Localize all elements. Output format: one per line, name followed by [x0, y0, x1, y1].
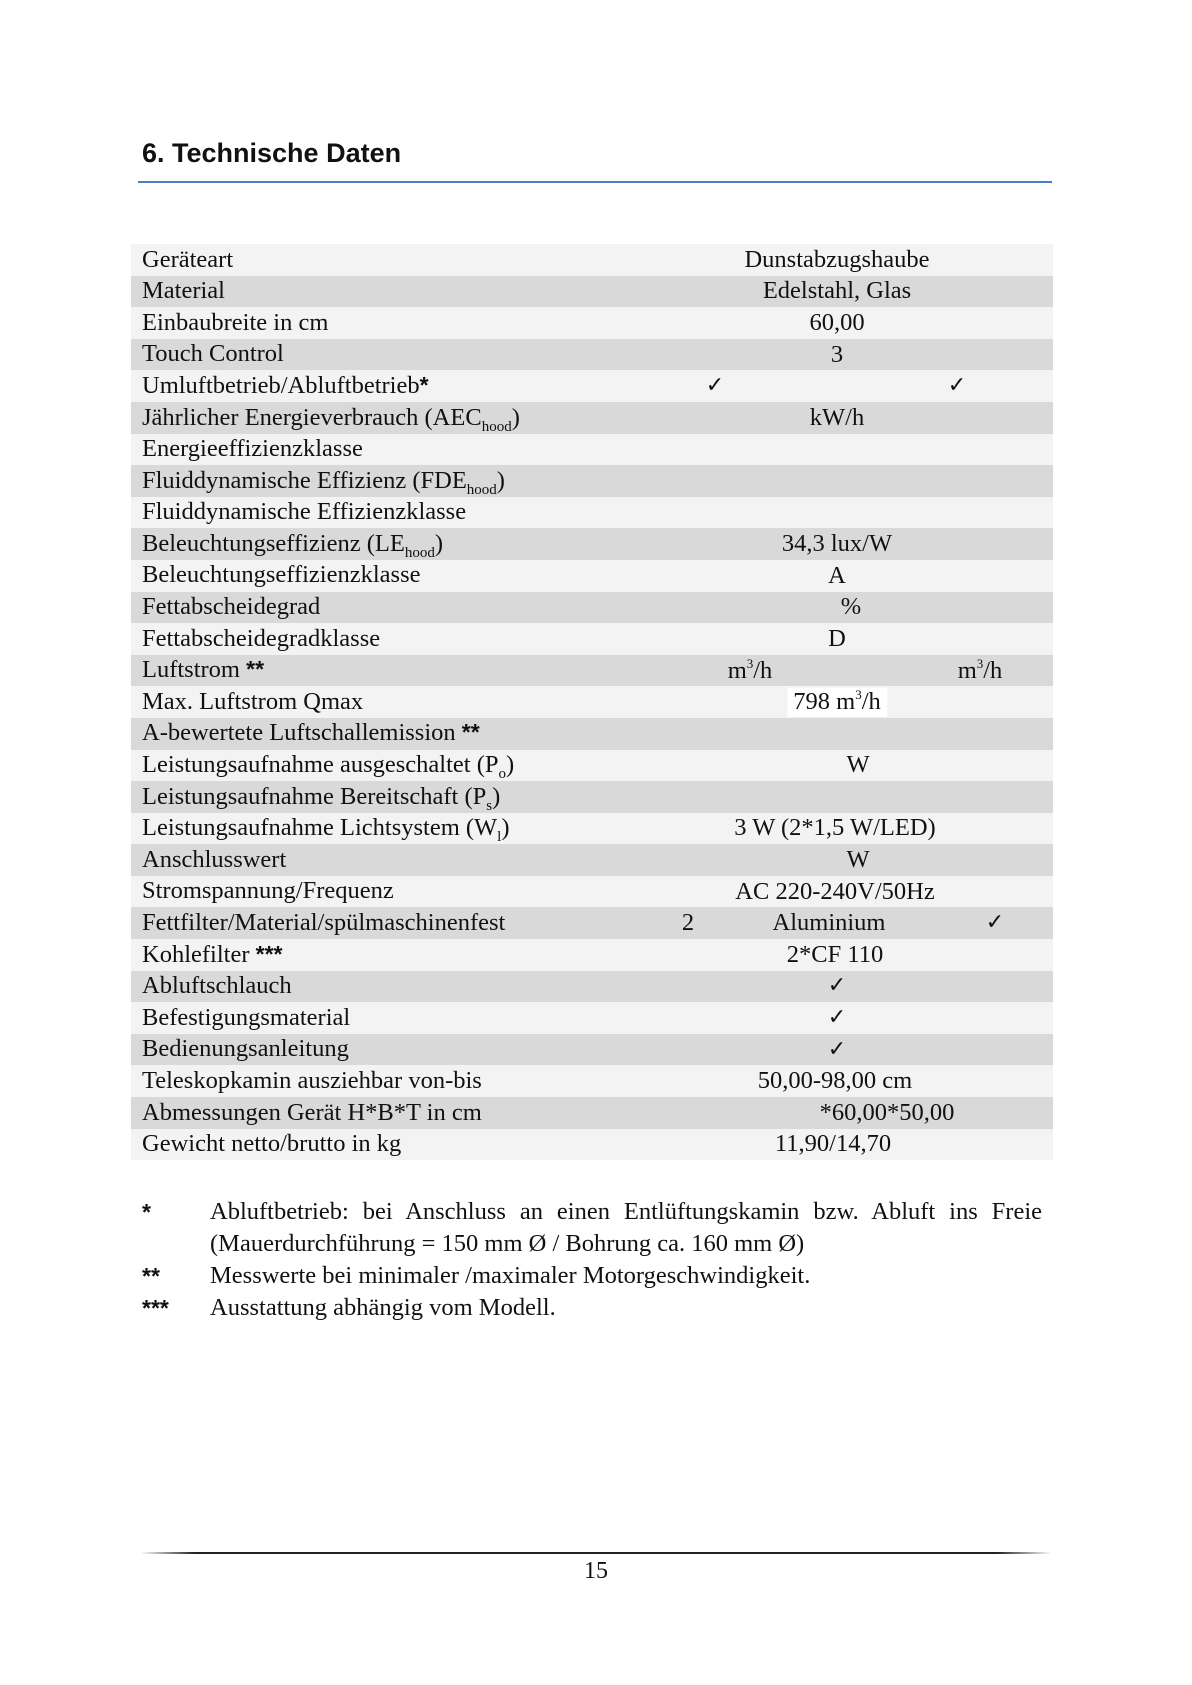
row-label: A-bewertete Luftschallemission **: [131, 718, 691, 750]
checkmark-icon: ✓: [827, 973, 847, 999]
table-row: [131, 1065, 1053, 1097]
table-row: [131, 497, 1053, 529]
page-number: 15: [584, 1558, 608, 1584]
table-row: [131, 813, 1053, 845]
row-label: Stromspannung/Frequenz: [131, 876, 691, 908]
footnote-marker: ***: [255, 940, 283, 967]
row-label: Umluftbetrieb/Abluftbetrieb*: [131, 370, 691, 402]
table-row: [131, 781, 1053, 813]
airflow-max-unit: $m^3/h$: [957, 655, 1003, 684]
table-row: [131, 307, 1053, 339]
footnote-text: Ausstattung abhängig vom Modell.: [210, 1294, 556, 1321]
checkmark-icon: ✓: [827, 1036, 847, 1062]
heading-underline: [138, 181, 1052, 183]
footnote: [142, 1292, 1042, 1324]
checkmark-icon: ✓: [947, 373, 967, 399]
row-label: Leistungsaufnahme ausgeschaltet $(P_o)$: [131, 750, 691, 782]
row-value: AC 220-240V/50Hz: [735, 877, 935, 905]
footnote-text: Messwerte bei minimaler /maximaler Motorgeschwindigkeit.: [210, 1262, 811, 1289]
row-label: Material: [131, 276, 691, 308]
table-row: [131, 1129, 1053, 1161]
footnote-text: Abluftbetrieb: bei Anschluss an einen Entlüftungskamin bzw. Abluft ins Freie (Mauerdurchführung = 150 mm Ø / Bohrung ca. 160 mm Ø): [210, 1198, 1042, 1257]
table-row: [131, 528, 1053, 560]
row-value: 2*CF 110: [786, 940, 884, 968]
footnote: [142, 1260, 1042, 1292]
row-label: Fettfilter/Material/spülmaschinenfest: [131, 907, 691, 939]
table-row: [131, 276, 1053, 308]
row-label: Anschlusswert: [131, 844, 691, 876]
row-value: *60,00*50,00: [819, 1098, 955, 1126]
table-row: [131, 434, 1053, 466]
table-row: [131, 592, 1053, 624]
row-label: Abmessungen Gerät H*B*T in cm: [131, 1097, 691, 1129]
row-label: Gewicht netto/brutto in kg: [131, 1129, 691, 1161]
row-value: 3 W (2*1,5 W/LED): [734, 814, 936, 842]
row-label: Fluiddynamische Effizienz $(FDE_{hood})$: [131, 465, 691, 497]
row-label: Fettabscheidegradklasse: [131, 623, 691, 655]
row-label: Befestigungsmaterial: [131, 1002, 691, 1034]
row-label: Leistungsaufnahme Bereitschaft $(P_s)$: [131, 781, 691, 813]
footnote-marker: ***: [142, 1295, 169, 1321]
table-row: [131, 465, 1053, 497]
table-row: [131, 876, 1053, 908]
row-label: Fettabscheidegrad: [131, 592, 691, 624]
footnote-marker: *: [419, 371, 429, 398]
row-label: Geräteart: [131, 244, 691, 276]
specifications-table: [131, 244, 1053, 1160]
footnotes: [142, 1196, 1042, 1324]
table-row: [131, 1002, 1053, 1034]
row-value: kW/h: [809, 403, 865, 431]
filter-count: 2: [681, 909, 695, 937]
row-value: A: [828, 561, 846, 589]
row-label: Kohlefilter ***: [131, 939, 691, 971]
row-value: 798 $m^3/h$: [787, 688, 887, 717]
row-value: Edelstahl, Glas: [762, 277, 912, 305]
table-row: [131, 1097, 1053, 1129]
table-row: [131, 370, 1053, 402]
footnote: [142, 1196, 1042, 1260]
table-row: [131, 339, 1053, 371]
row-value: 34,3 lux/W: [781, 529, 893, 557]
table-row: [131, 244, 1053, 276]
table-row: [131, 1034, 1053, 1066]
footnote-marker: *: [142, 1199, 151, 1225]
row-label: Teleskopkamin ausziehbar von-bis: [131, 1065, 691, 1097]
checkmark-icon: ✓: [705, 373, 725, 399]
row-value: 50,00-98,00 cm: [757, 1066, 913, 1094]
row-label: Abluftschlauch: [131, 971, 691, 1003]
table-row: [131, 655, 1053, 687]
row-label: Einbaubreite in cm: [131, 307, 691, 339]
row-label: Leistungsaufnahme Lichtsystem $(W_l)$: [131, 813, 691, 845]
table-row: [131, 971, 1053, 1003]
footnote-marker: **: [461, 719, 480, 746]
row-label: Luftstrom **: [131, 655, 691, 687]
table-row: [131, 718, 1053, 750]
filter-material: Aluminium: [772, 909, 886, 937]
row-label: Max. Luftstrom Qmax: [131, 686, 691, 718]
table-row: [131, 686, 1053, 718]
row-label: Touch Control: [131, 339, 691, 371]
airflow-min-unit: $m^3/h$: [727, 655, 773, 684]
table-row: [131, 844, 1053, 876]
checkmark-icon: ✓: [827, 1005, 847, 1031]
footnote-marker: **: [142, 1263, 160, 1289]
table-row: [131, 939, 1053, 971]
row-value: 3: [830, 340, 844, 368]
row-label: Bedienungsanleitung: [131, 1034, 691, 1066]
table-row: [131, 907, 1053, 939]
table-row: [131, 560, 1053, 592]
row-value: Dunstabzugshaube: [744, 245, 930, 273]
row-label: Jährlicher Energieverbrauch $(AEC_{hood})$: [131, 402, 691, 434]
checkmark-icon: ✓: [985, 910, 1005, 936]
footnote-marker: **: [246, 656, 265, 683]
row-value: 11,90/14,70: [774, 1130, 892, 1158]
table-row: [131, 750, 1053, 782]
table-row: [131, 623, 1053, 655]
section-heading: 6. Technische Daten: [142, 138, 402, 168]
row-label: Energieeffizienzklasse: [131, 434, 691, 466]
row-value: D: [828, 624, 846, 652]
row-label: Beleuchtungseffizienzklasse: [131, 560, 691, 592]
row-value: %: [840, 593, 862, 621]
row-label: Beleuchtungseffizienz $(LE_{hood})$: [131, 528, 691, 560]
row-value: 60,00: [809, 308, 865, 336]
row-label: Fluiddynamische Effizienzklasse: [131, 497, 691, 529]
row-value: W: [846, 751, 870, 779]
footer-rule: [140, 1552, 1052, 1554]
row-value: W: [846, 845, 870, 873]
table-row: [131, 402, 1053, 434]
